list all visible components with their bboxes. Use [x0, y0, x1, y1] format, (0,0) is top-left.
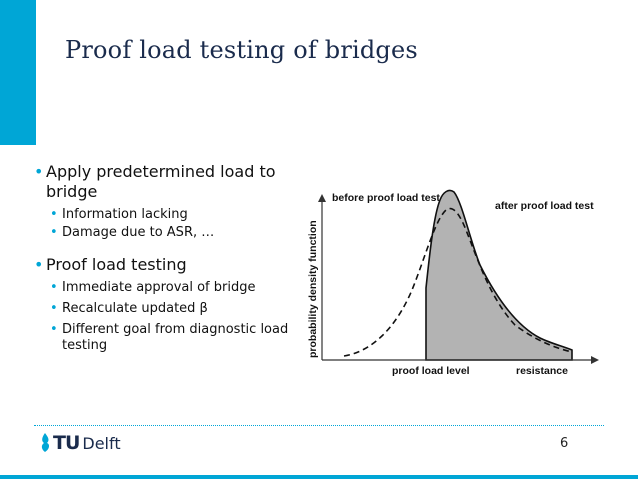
- bullet-dot-icon: •: [34, 162, 44, 181]
- resistance-label: resistance: [516, 365, 568, 377]
- sub-bullet-item: [50, 301, 304, 317]
- footer-divider: [34, 425, 604, 426]
- bullet-list: [34, 162, 304, 354]
- after-test-label: after proof load test: [495, 200, 594, 212]
- flame-icon: [38, 432, 52, 454]
- bullet-dot-icon: •: [50, 207, 58, 222]
- before-test-label: before proof load test: [332, 192, 440, 204]
- logo-delft-text: Delft: [82, 433, 121, 453]
- sub-bullet-item: [50, 280, 304, 296]
- tudelft-logo: [38, 432, 121, 454]
- sub-bullet-text: Information lacking: [62, 207, 188, 222]
- page-number: 6: [560, 436, 569, 451]
- bullet-dot-icon: •: [50, 322, 58, 337]
- sub-bullet-item: [50, 207, 304, 223]
- bullet-item: [34, 162, 304, 202]
- proof-load-level-label: proof load level: [392, 365, 470, 377]
- bullet-item: [34, 255, 304, 275]
- slide-title: Proof load testing of bridges: [65, 36, 418, 64]
- bullet-text: Proof load testing: [46, 255, 187, 274]
- footer-accent-bar: [0, 475, 638, 479]
- bullet-text: Apply predetermined load to bridge: [46, 162, 276, 201]
- sub-bullet-text: Recalculate updated β: [62, 301, 208, 316]
- sub-bullet-text: Immediate approval of bridge: [62, 280, 256, 295]
- bullet-dot-icon: •: [34, 255, 44, 274]
- sub-bullet-text: Damage due to ASR, …: [62, 225, 215, 240]
- x-axis-arrow-icon: [591, 356, 599, 364]
- y-axis-label: probability density function: [307, 220, 319, 358]
- logo-tu-text: TU: [53, 432, 80, 454]
- bullet-dot-icon: •: [50, 301, 58, 316]
- after-test-area: [426, 190, 572, 360]
- y-axis-arrow-icon: [318, 194, 326, 202]
- bullet-dot-icon: •: [50, 280, 58, 295]
- bullet-dot-icon: •: [50, 225, 58, 240]
- pdf-figure: [300, 180, 610, 380]
- sub-bullet-item: [50, 225, 304, 241]
- sub-bullet-text: Different goal from diagnostic load testing: [62, 322, 289, 353]
- sub-bullet-item: [50, 322, 304, 354]
- accent-bar: [0, 0, 36, 145]
